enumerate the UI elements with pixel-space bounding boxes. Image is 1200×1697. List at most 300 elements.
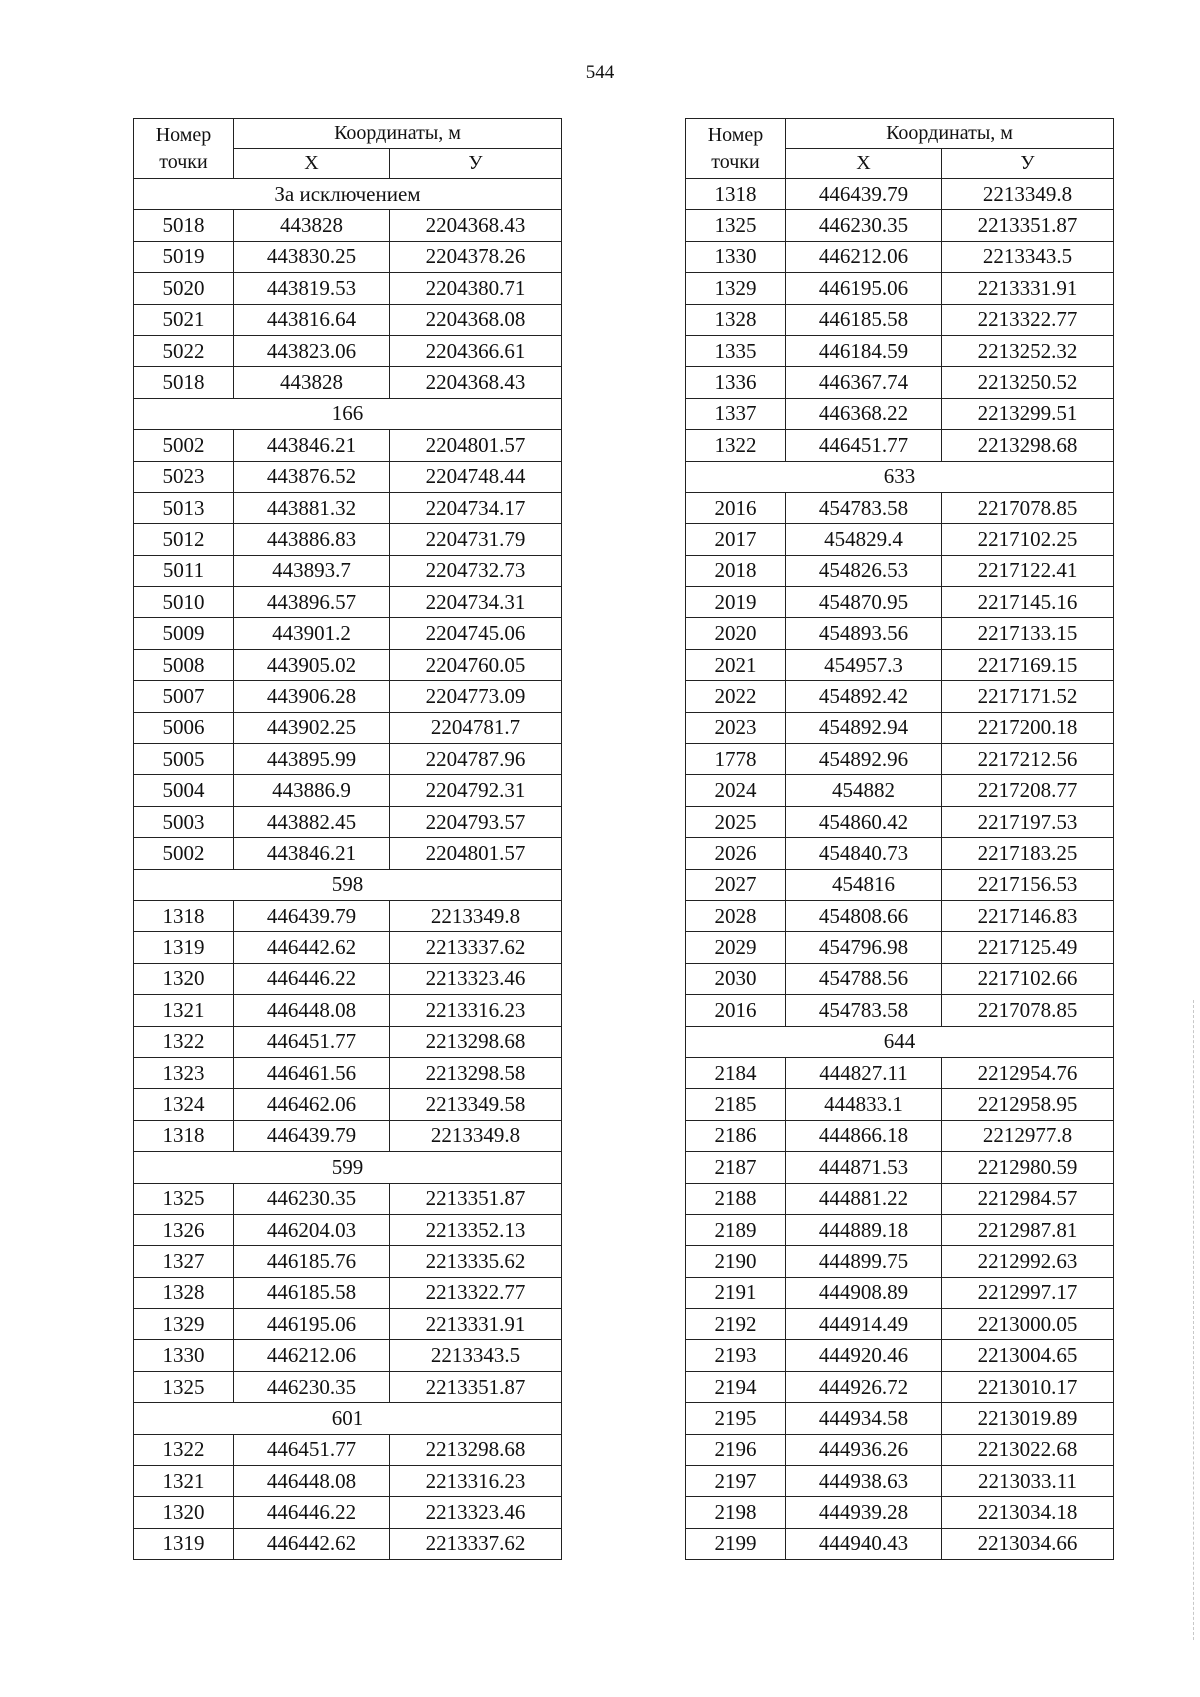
point-number-cell: 2016 — [686, 492, 786, 523]
y-coordinate-cell: 2204773.09 — [390, 681, 562, 712]
table-row — [686, 1371, 1114, 1402]
y-coordinate-cell: 2213335.62 — [390, 1246, 562, 1277]
table-row — [134, 1497, 562, 1528]
y-coordinate-cell: 2213322.77 — [390, 1277, 562, 1308]
y-coordinate-cell: 2204801.57 — [390, 430, 562, 461]
x-coordinate-cell: 446204.03 — [234, 1214, 390, 1245]
point-number-cell: 5013 — [134, 492, 234, 523]
table-row — [686, 524, 1114, 555]
point-number-cell: 1324 — [134, 1089, 234, 1120]
table-row — [134, 775, 562, 806]
y-coordinate-cell: 2204781.7 — [390, 712, 562, 743]
left-coordinates-table — [133, 118, 562, 1560]
x-coordinate-cell: 454892.96 — [786, 744, 942, 775]
group-row — [134, 398, 562, 429]
table-row — [686, 430, 1114, 461]
table-row — [134, 712, 562, 743]
point-number-cell: 2195 — [686, 1403, 786, 1434]
y-coordinate-cell: 2204378.26 — [390, 241, 562, 272]
y-coordinate-cell: 2213343.5 — [942, 241, 1114, 272]
x-coordinate-cell: 443881.32 — [234, 492, 390, 523]
y-coordinate-cell: 2212977.8 — [942, 1120, 1114, 1151]
point-number-header — [134, 119, 234, 179]
x-header: X — [234, 149, 390, 179]
x-coordinate-cell: 446368.22 — [786, 398, 942, 429]
point-number-cell: 5004 — [134, 775, 234, 806]
table-row — [134, 1434, 562, 1465]
x-coordinate-cell: 443823.06 — [234, 335, 390, 366]
x-coordinate-cell: 454893.56 — [786, 618, 942, 649]
y-coordinate-cell: 2204760.05 — [390, 649, 562, 680]
point-number-cell: 1330 — [134, 1340, 234, 1371]
group-row — [686, 1026, 1114, 1057]
x-coordinate-cell: 446230.35 — [234, 1371, 390, 1402]
point-number-cell: 1320 — [134, 1497, 234, 1528]
x-coordinate-cell: 444914.49 — [786, 1309, 942, 1340]
point-number-cell: 2030 — [686, 963, 786, 994]
group-label: 633 — [686, 461, 1114, 492]
table-row — [686, 712, 1114, 743]
point-number-cell: 2018 — [686, 555, 786, 586]
point-number-cell: 1336 — [686, 367, 786, 398]
point-number-cell: 2188 — [686, 1183, 786, 1214]
point-number-cell: 5012 — [134, 524, 234, 555]
table-row — [686, 335, 1114, 366]
point-number-cell: 2199 — [686, 1528, 786, 1559]
table-row — [686, 1497, 1114, 1528]
point-number-cell: 2187 — [686, 1152, 786, 1183]
y-coordinate-cell: 2204368.08 — [390, 304, 562, 335]
point-number-cell: 5005 — [134, 744, 234, 775]
x-header: X — [786, 149, 942, 179]
group-row — [134, 179, 562, 210]
point-number-cell: 1318 — [134, 900, 234, 931]
point-number-cell: 1320 — [134, 963, 234, 994]
table-row — [134, 618, 562, 649]
table-row — [134, 1309, 562, 1340]
table-row — [686, 304, 1114, 335]
x-coordinate-cell: 444940.43 — [786, 1528, 942, 1559]
group-row — [134, 1403, 562, 1434]
table-row — [134, 1246, 562, 1277]
x-coordinate-cell: 446212.06 — [234, 1340, 390, 1371]
x-coordinate-cell: 454870.95 — [786, 587, 942, 618]
table-row — [134, 241, 562, 272]
y-coordinate-cell: 2204801.57 — [390, 838, 562, 869]
x-coordinate-cell: 446439.79 — [234, 900, 390, 931]
x-coordinate-cell: 443886.9 — [234, 775, 390, 806]
point-number-cell: 5018 — [134, 210, 234, 241]
point-number-cell: 1328 — [686, 304, 786, 335]
scan-edge-mark — [1192, 1000, 1194, 1640]
y-coordinate-cell: 2213004.65 — [942, 1340, 1114, 1371]
table-row — [686, 1246, 1114, 1277]
point-number-cell: 1318 — [686, 179, 786, 210]
group-row — [134, 869, 562, 900]
point-number-cell: 2192 — [686, 1309, 786, 1340]
point-number-cell: 2023 — [686, 712, 786, 743]
x-coordinate-cell: 444881.22 — [786, 1183, 942, 1214]
point-number-cell: 2024 — [686, 775, 786, 806]
y-coordinate-cell: 2213352.13 — [390, 1214, 562, 1245]
x-coordinate-cell: 446448.08 — [234, 995, 390, 1026]
y-coordinate-cell: 2212958.95 — [942, 1089, 1114, 1120]
y-coordinate-cell: 2217212.56 — [942, 744, 1114, 775]
x-coordinate-cell: 446212.06 — [786, 241, 942, 272]
y-coordinate-cell: 2204380.71 — [390, 273, 562, 304]
point-number-cell: 2186 — [686, 1120, 786, 1151]
x-coordinate-cell: 454788.56 — [786, 963, 942, 994]
point-number-cell: 1337 — [686, 398, 786, 429]
y-header: У — [942, 149, 1114, 179]
y-coordinate-cell: 2213323.46 — [390, 963, 562, 994]
x-coordinate-cell: 446451.77 — [234, 1434, 390, 1465]
x-coordinate-cell: 444926.72 — [786, 1371, 942, 1402]
y-coordinate-cell: 2217145.16 — [942, 587, 1114, 618]
x-coordinate-cell: 444936.26 — [786, 1434, 942, 1465]
y-coordinate-cell: 2213019.89 — [942, 1403, 1114, 1434]
point-number-cell: 2020 — [686, 618, 786, 649]
point-number-cell: 1319 — [134, 1528, 234, 1559]
table-row — [134, 1026, 562, 1057]
x-coordinate-cell: 443876.52 — [234, 461, 390, 492]
point-number-cell: 1322 — [686, 430, 786, 461]
point-number-cell: 2019 — [686, 587, 786, 618]
x-coordinate-cell: 446367.74 — [786, 367, 942, 398]
y-coordinate-cell: 2212984.57 — [942, 1183, 1114, 1214]
table-row — [686, 587, 1114, 618]
y-coordinate-cell: 2213331.91 — [942, 273, 1114, 304]
y-coordinate-cell: 2204368.43 — [390, 210, 562, 241]
x-coordinate-cell: 444934.58 — [786, 1403, 942, 1434]
y-coordinate-cell: 2213351.87 — [390, 1371, 562, 1402]
table-row — [134, 210, 562, 241]
table-row — [134, 1528, 562, 1559]
y-coordinate-cell: 2217122.41 — [942, 555, 1114, 586]
group-label: 601 — [134, 1403, 562, 1434]
x-coordinate-cell: 446451.77 — [234, 1026, 390, 1057]
point-number-cell: 5006 — [134, 712, 234, 743]
point-number-cell: 2196 — [686, 1434, 786, 1465]
x-coordinate-cell: 443819.53 — [234, 273, 390, 304]
y-coordinate-cell: 2204731.79 — [390, 524, 562, 555]
point-number-cell: 1326 — [134, 1214, 234, 1245]
table-row — [686, 492, 1114, 523]
x-coordinate-cell: 454783.58 — [786, 995, 942, 1026]
point-number-cell: 1325 — [134, 1371, 234, 1402]
point-number-cell: 1319 — [134, 932, 234, 963]
table-row — [686, 775, 1114, 806]
table-row — [686, 1057, 1114, 1088]
point-number-cell: 1323 — [134, 1057, 234, 1088]
point-number-cell: 1318 — [134, 1120, 234, 1151]
table-row — [686, 1120, 1114, 1151]
point-number-cell: 2026 — [686, 838, 786, 869]
y-coordinate-cell: 2213250.52 — [942, 367, 1114, 398]
x-coordinate-cell: 446446.22 — [234, 963, 390, 994]
point-number-cell: 5023 — [134, 461, 234, 492]
table-row — [134, 430, 562, 461]
x-coordinate-cell: 444827.11 — [786, 1057, 942, 1088]
y-coordinate-cell: 2217102.66 — [942, 963, 1114, 994]
coordinates-header: Координаты, м — [786, 119, 1114, 149]
x-coordinate-cell: 446185.58 — [786, 304, 942, 335]
group-label: За исключением — [134, 179, 562, 210]
table-row — [686, 932, 1114, 963]
table-row — [134, 1183, 562, 1214]
point-number-cell: 1328 — [134, 1277, 234, 1308]
point-number-cell: 5018 — [134, 367, 234, 398]
group-label: 599 — [134, 1152, 562, 1183]
x-coordinate-cell: 446230.35 — [786, 210, 942, 241]
x-coordinate-cell: 444908.89 — [786, 1277, 942, 1308]
x-coordinate-cell: 443902.25 — [234, 712, 390, 743]
table-row — [134, 1371, 562, 1402]
table-row — [686, 838, 1114, 869]
table-row — [134, 681, 562, 712]
point-number-cell: 2025 — [686, 806, 786, 837]
point-number-cell: 2029 — [686, 932, 786, 963]
table-row — [686, 744, 1114, 775]
y-header: У — [390, 149, 562, 179]
x-coordinate-cell: 444938.63 — [786, 1466, 942, 1497]
y-coordinate-cell: 2213337.62 — [390, 932, 562, 963]
y-coordinate-cell: 2212992.63 — [942, 1246, 1114, 1277]
x-coordinate-cell: 444889.18 — [786, 1214, 942, 1245]
y-coordinate-cell: 2217133.15 — [942, 618, 1114, 649]
point-number-cell: 2027 — [686, 869, 786, 900]
x-coordinate-cell: 454892.42 — [786, 681, 942, 712]
table-row — [686, 1309, 1114, 1340]
table-row — [686, 995, 1114, 1026]
point-number-cell: 2022 — [686, 681, 786, 712]
table-row — [134, 744, 562, 775]
group-row — [686, 461, 1114, 492]
point-number-cell: 1322 — [134, 1026, 234, 1057]
y-coordinate-cell: 2213316.23 — [390, 995, 562, 1026]
table-row — [134, 1214, 562, 1245]
y-coordinate-cell: 2213349.8 — [390, 1120, 562, 1151]
y-coordinate-cell: 2213331.91 — [390, 1309, 562, 1340]
x-coordinate-cell: 444871.53 — [786, 1152, 942, 1183]
x-coordinate-cell: 443886.83 — [234, 524, 390, 555]
point-number-cell: 2016 — [686, 995, 786, 1026]
point-number-cell: 5008 — [134, 649, 234, 680]
table-row — [134, 963, 562, 994]
table-row — [134, 1120, 562, 1151]
table-row — [686, 618, 1114, 649]
x-coordinate-cell: 444833.1 — [786, 1089, 942, 1120]
point-number-cell: 1325 — [686, 210, 786, 241]
table-row — [134, 995, 562, 1026]
point-number-cell: 1322 — [134, 1434, 234, 1465]
y-coordinate-cell: 2213337.62 — [390, 1528, 562, 1559]
table-row — [134, 273, 562, 304]
group-row — [134, 1152, 562, 1183]
table-row — [686, 367, 1114, 398]
x-coordinate-cell: 446448.08 — [234, 1466, 390, 1497]
x-coordinate-cell: 454840.73 — [786, 838, 942, 869]
table-row — [686, 398, 1114, 429]
table-row — [686, 1183, 1114, 1214]
y-coordinate-cell: 2213034.18 — [942, 1497, 1114, 1528]
y-coordinate-cell: 2212997.17 — [942, 1277, 1114, 1308]
table-row — [134, 1057, 562, 1088]
y-coordinate-cell: 2213351.87 — [942, 210, 1114, 241]
x-coordinate-cell: 443830.25 — [234, 241, 390, 272]
y-coordinate-cell: 2217125.49 — [942, 932, 1114, 963]
point-number-cell: 5011 — [134, 555, 234, 586]
table-row — [686, 210, 1114, 241]
point-number-cell: 2028 — [686, 900, 786, 931]
x-coordinate-cell: 444939.28 — [786, 1497, 942, 1528]
right-table-body — [686, 179, 1114, 1560]
y-coordinate-cell: 2217146.83 — [942, 900, 1114, 931]
table-row — [134, 932, 562, 963]
x-coordinate-cell: 454816 — [786, 869, 942, 900]
header-row — [686, 119, 1114, 149]
x-coordinate-cell: 443828 — [234, 210, 390, 241]
group-label: 166 — [134, 398, 562, 429]
y-coordinate-cell: 2213316.23 — [390, 1466, 562, 1497]
point-number-cell: 1325 — [134, 1183, 234, 1214]
table-row — [686, 179, 1114, 210]
x-coordinate-cell: 454808.66 — [786, 900, 942, 931]
x-coordinate-cell: 446442.62 — [234, 1528, 390, 1559]
point-number-cell: 5007 — [134, 681, 234, 712]
x-coordinate-cell: 444866.18 — [786, 1120, 942, 1151]
point-number-cell: 5009 — [134, 618, 234, 649]
point-number-cell: 5002 — [134, 838, 234, 869]
table-row — [686, 1152, 1114, 1183]
y-coordinate-cell: 2213000.05 — [942, 1309, 1114, 1340]
x-coordinate-cell: 446185.76 — [234, 1246, 390, 1277]
y-coordinate-cell: 2217156.53 — [942, 869, 1114, 900]
table-row — [686, 900, 1114, 931]
y-coordinate-cell: 2204734.17 — [390, 492, 562, 523]
point-number-cell: 1321 — [134, 1466, 234, 1497]
point-number-cell: 2197 — [686, 1466, 786, 1497]
x-coordinate-cell: 443896.57 — [234, 587, 390, 618]
x-coordinate-cell: 446446.22 — [234, 1497, 390, 1528]
x-coordinate-cell: 446184.59 — [786, 335, 942, 366]
x-coordinate-cell: 454796.98 — [786, 932, 942, 963]
point-number-cell: 2191 — [686, 1277, 786, 1308]
y-coordinate-cell: 2204368.43 — [390, 367, 562, 398]
y-coordinate-cell: 2212980.59 — [942, 1152, 1114, 1183]
y-coordinate-cell: 2204793.57 — [390, 806, 562, 837]
y-coordinate-cell: 2217169.15 — [942, 649, 1114, 680]
table-row — [686, 1434, 1114, 1465]
x-coordinate-cell: 446230.35 — [234, 1183, 390, 1214]
coordinates-header: Координаты, м — [234, 119, 562, 149]
table-row — [134, 806, 562, 837]
point-number-cell: 2184 — [686, 1057, 786, 1088]
y-coordinate-cell: 2213349.8 — [390, 900, 562, 931]
point-number-cell: 2185 — [686, 1089, 786, 1120]
x-coordinate-cell: 454783.58 — [786, 492, 942, 523]
y-coordinate-cell: 2217200.18 — [942, 712, 1114, 743]
table-row — [686, 1340, 1114, 1371]
table-row — [134, 1466, 562, 1497]
y-coordinate-cell: 2213033.11 — [942, 1466, 1114, 1497]
x-coordinate-cell: 446439.79 — [786, 179, 942, 210]
y-coordinate-cell: 2217102.25 — [942, 524, 1114, 555]
point-number-cell: 1778 — [686, 744, 786, 775]
table-row — [686, 1466, 1114, 1497]
right-coordinates-table-wrapper — [685, 118, 1114, 1560]
table-row — [134, 304, 562, 335]
y-coordinate-cell: 2217208.77 — [942, 775, 1114, 806]
y-coordinate-cell: 2213298.68 — [942, 430, 1114, 461]
y-coordinate-cell: 2213349.8 — [942, 179, 1114, 210]
point-number-cell: 5010 — [134, 587, 234, 618]
y-coordinate-cell: 2213351.87 — [390, 1183, 562, 1214]
y-coordinate-cell: 2213322.77 — [942, 304, 1114, 335]
point-number-cell: 2021 — [686, 649, 786, 680]
table-row — [686, 1403, 1114, 1434]
table-row — [134, 838, 562, 869]
x-coordinate-cell: 444899.75 — [786, 1246, 942, 1277]
x-coordinate-cell: 443905.02 — [234, 649, 390, 680]
table-row — [686, 806, 1114, 837]
y-coordinate-cell: 2213034.66 — [942, 1528, 1114, 1559]
table-row — [686, 1528, 1114, 1559]
table-row — [134, 335, 562, 366]
y-coordinate-cell: 2213349.58 — [390, 1089, 562, 1120]
y-coordinate-cell: 2213299.51 — [942, 398, 1114, 429]
y-coordinate-cell: 2213323.46 — [390, 1497, 562, 1528]
y-coordinate-cell: 2204792.31 — [390, 775, 562, 806]
point-number-cell: 2193 — [686, 1340, 786, 1371]
y-coordinate-cell: 2217183.25 — [942, 838, 1114, 869]
y-coordinate-cell: 2213298.58 — [390, 1057, 562, 1088]
x-coordinate-cell: 443846.21 — [234, 430, 390, 461]
y-coordinate-cell: 2217171.52 — [942, 681, 1114, 712]
x-coordinate-cell: 454829.4 — [786, 524, 942, 555]
y-coordinate-cell: 2217078.85 — [942, 492, 1114, 523]
y-coordinate-cell: 2212987.81 — [942, 1214, 1114, 1245]
point-number-cell: 5019 — [134, 241, 234, 272]
table-row — [134, 1089, 562, 1120]
point-number-cell: 1329 — [686, 273, 786, 304]
y-coordinate-cell: 2213298.68 — [390, 1026, 562, 1057]
x-coordinate-cell: 454957.3 — [786, 649, 942, 680]
point-number-cell: 5002 — [134, 430, 234, 461]
point-number-cell: 2198 — [686, 1497, 786, 1528]
point-number-cell: 1327 — [134, 1246, 234, 1277]
x-coordinate-cell: 443882.45 — [234, 806, 390, 837]
x-coordinate-cell: 446185.58 — [234, 1277, 390, 1308]
table-row — [686, 963, 1114, 994]
table-row — [134, 900, 562, 931]
table-row — [134, 1277, 562, 1308]
y-coordinate-cell: 2204734.31 — [390, 587, 562, 618]
x-coordinate-cell: 443906.28 — [234, 681, 390, 712]
point-number-header — [686, 119, 786, 179]
x-coordinate-cell: 443846.21 — [234, 838, 390, 869]
table-row — [686, 649, 1114, 680]
x-coordinate-cell: 454860.42 — [786, 806, 942, 837]
table-row — [686, 869, 1114, 900]
point-number-cell: 1330 — [686, 241, 786, 272]
table-row — [134, 492, 562, 523]
point-number-cell: 2189 — [686, 1214, 786, 1245]
point-number-cell: 2194 — [686, 1371, 786, 1402]
group-label: 598 — [134, 869, 562, 900]
table-row — [686, 1089, 1114, 1120]
table-row — [686, 273, 1114, 304]
